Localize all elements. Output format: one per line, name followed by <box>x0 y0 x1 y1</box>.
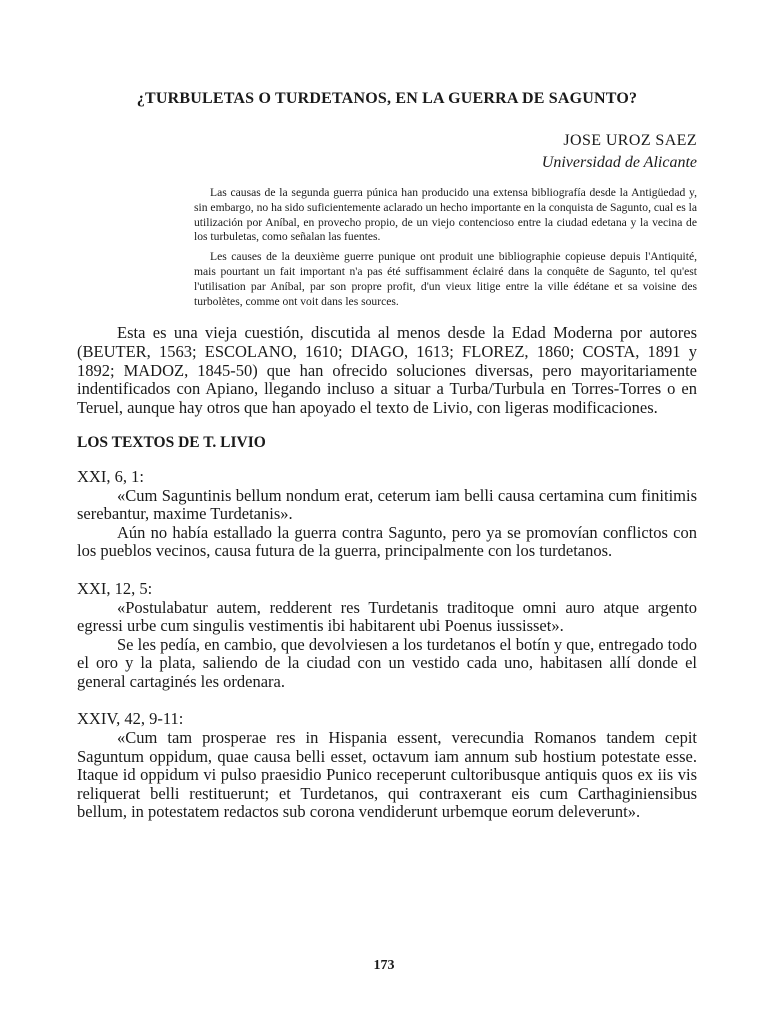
abstract <box>194 186 697 309</box>
citation-translation: Se les pedía, en cambio, que devolviesen a los turdetanos el botín y que, entregado todo el oro y la plata, saliendo de la ciudad con un vestido cada uno, habitasen allí donde el general cartaginés les ordenara. <box>77 634 697 691</box>
citation-latin: «Cum Saguntinis bellum nondum erat, ceterum iam belli causa certamina cum finitimis serebantur, maxime Turdetanis». <box>77 485 697 524</box>
article-body <box>77 324 697 822</box>
citation-ref: XXI, 12, 5: <box>77 578 153 598</box>
page-number: 173 <box>373 958 395 973</box>
author-affiliation: Universidad de Alicante <box>541 154 697 171</box>
citation-translation: Aún no había estallado la guerra contra Sagunto, pero ya se promovían conflictos con los pueblos vecinos, causa futura de la guerra, principalmente con los turdetanos. <box>77 522 697 561</box>
citation-ref: XXI, 6, 1: <box>77 466 144 486</box>
article-page <box>77 90 697 822</box>
citation-latin: «Cum tam prosperae res in Hispania essent, verecundia Romanos tandem cepit Saguntum oppidum, quae causa belli esset, octavum iam annum sub hostium potestate esse. Itaque id oppidum vi pulso praesidio Punico receperunt cultoribusque antiquis quos ex iis vis reliquerat belli restituerunt; et Turdetanos, qui contraxerant eis cum Carthaginiensibus bellum, in potestatem redactos sub corona vendiderunt urbemque eorum deleverunt». <box>77 728 697 822</box>
abstract-french: Les causes de la deuxième guerre punique ont produit une bibliographie copieuse depuis l'Antiquité, mais pourtant un fait important n'a pas été suffisamment éclairé dans la conquête de Sagunto, tel qu'est l'utilisation par Aníbal, par son propre profit, d'un vieux litige entre la ville édétane et sa voisine des turbolètes, comme ont voit dans les sources. <box>194 250 697 308</box>
abstract-spanish: Las causas de la segunda guerra púnica han producido una extensa bibliografía desde la Antigüedad y, sin embargo, no ha sido suficientemente aclarado un hecho importante en la conquista de Sagunto, cual es la utilización por Aníbal, en provecho propio, de un viejo contencioso entre la ciudad edetana y la vecina de los turbuletas, como señalan las fuentes. <box>194 186 697 244</box>
section-heading: LOS TEXTOS DE T. LIVIO <box>77 434 266 452</box>
article-title: ¿TURBULETAS O TURDETANOS, EN LA GUERRA DE SAGUNTO? <box>136 90 638 107</box>
citation-latin: «Postulabatur autem, redderent res Turdetanis traditoque omni auro atque argento egressi urbe cum singulis vestimentis ibi habitarent ubi Poenus iussisset». <box>77 597 697 636</box>
author-name: JOSE UROZ SAEZ <box>563 132 697 149</box>
intro-paragraph: Esta es una vieja cuestión, discutida al menos desde la Edad Moderna por autores (BEUTER, 1563; ESCOLANO, 1610; DIAGO, 1613; FLOREZ, 1860; COSTA, 1891 y 1892; MADOZ, 1845-50) que han ofrecido soluciones diversas, pero mayoritariamente indentificados con Apiano, llegando incluso a situar a Turba/Turbula en Torres-Torres o en Teruel, aunque hay otros que han apoyado el texto de Livio, con ligeras modificaciones. <box>77 323 697 417</box>
citation-ref: XXIV, 42, 9-11: <box>77 709 184 729</box>
